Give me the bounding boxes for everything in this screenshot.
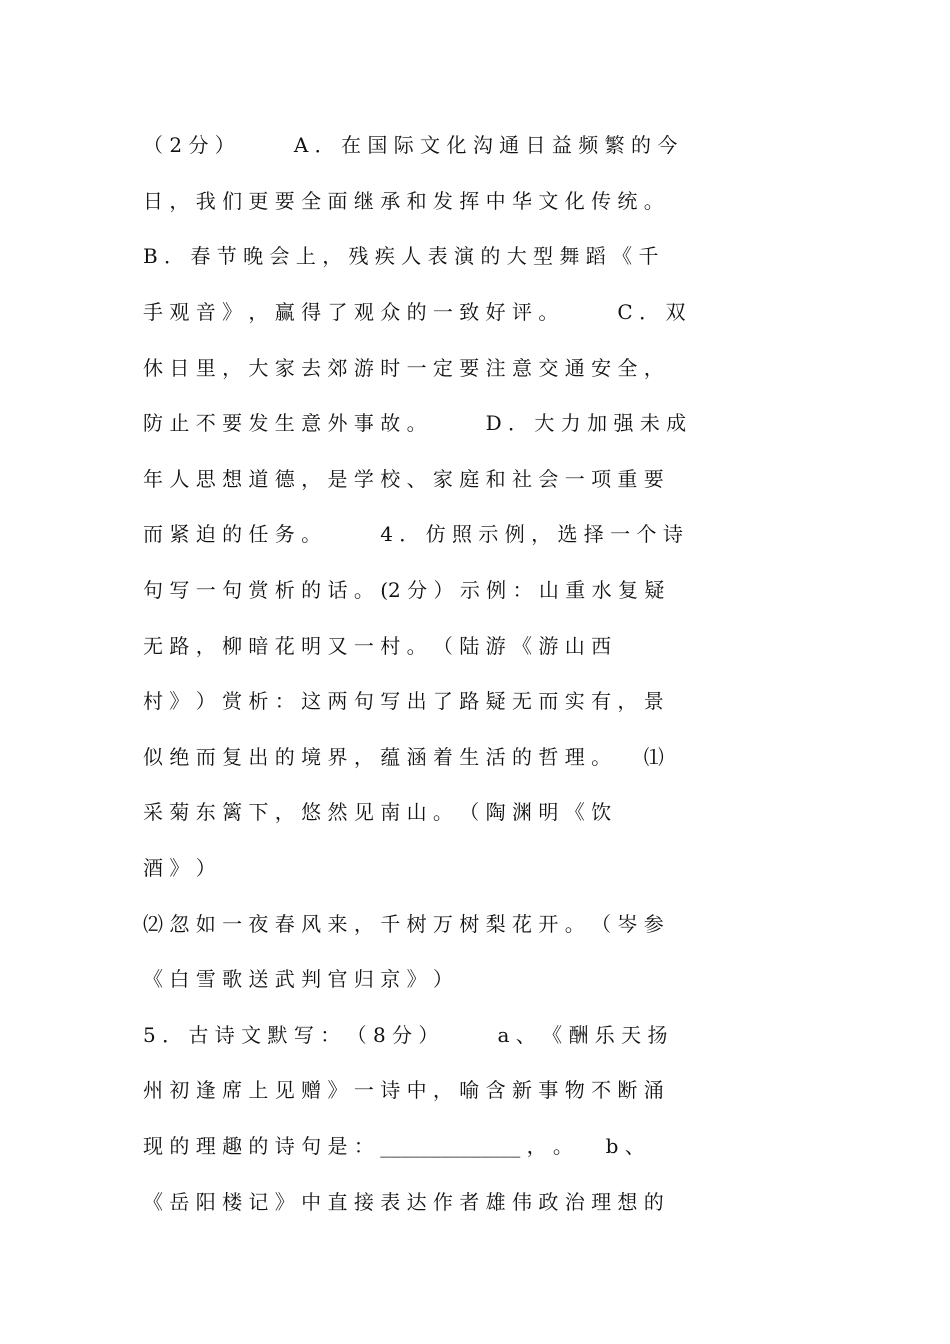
- text-line-11: 村 》 ） 赏 析 ： 这 两 句 写 出 了 路 疑 无 而 实 有 ， 景: [143, 689, 664, 713]
- text-line-15: ⑵ 忽 如 一 夜 春 风 来 ， 千 树 万 树 梨 花 开 。 （ 岑 参: [143, 912, 664, 936]
- text-line-9: 句 写 一 句 赏 析 的 话 。 (2 分 ） 示 例 ： 山 重 水 复 疑: [143, 578, 665, 602]
- text-line-20: 《 岳 阳 楼 记 》 中 直 接 表 达 作 者 雄 伟 政 治 理 想 的: [143, 1190, 664, 1214]
- text-line-10: 无 路 ， 柳 暗 花 明 又 一 村 。 （ 陆 游 《 游 山 西: [143, 634, 612, 658]
- text-line-3: B ． 春 节 晚 会 上 ， 残 疾 人 表 演 的 大 型 舞 蹈 《 千: [143, 244, 659, 268]
- text-line-8: 而 紧 迫 的 任 务 。 4 ． 仿 照 示 例 ， 选 择 一 个 诗: [143, 522, 683, 546]
- text-line-4: 手 观 音 》 ， 赢 得 了 观 众 的 一 致 好 评 。 C ． 双: [143, 300, 686, 324]
- text-line-12: 似 绝 而 复 出 的 境 界 ， 蕴 涵 着 生 活 的 哲 理 。 ⑴: [143, 745, 664, 769]
- text-line-19: 现 的 理 趣 的 诗 句 是 ： ______________ ， 。 b 、: [143, 1134, 645, 1158]
- text-line-14: 酒 》 ）: [143, 856, 216, 880]
- text-line-1: （ 2 分 ） A ． 在 国 际 文 化 沟 通 日 益 频 繁 的 今: [143, 133, 678, 157]
- text-line-13: 采 菊 东 篱 下 ， 悠 然 见 南 山 。 （ 陶 渊 明 《 饮: [143, 800, 612, 824]
- text-line-7: 年 人 思 想 道 德 ， 是 学 校 、 家 庭 和 社 会 一 项 重 要: [143, 467, 664, 491]
- text-line-5: 休 日 里 ， 大 家 去 郊 游 时 一 定 要 注 意 交 通 安 全 ，: [143, 356, 664, 380]
- text-line-6: 防 止 不 要 发 生 意 外 事 故 。 D ． 大 力 加 强 未 成: [143, 411, 687, 435]
- text-line-16: 《 白 雪 歌 送 武 判 官 归 京 》 ）: [143, 967, 453, 991]
- text-line-17: 5 ． 古 诗 文 默 写 ： （ 8 分 ） a 、 《 酬 乐 天 扬: [143, 1023, 668, 1047]
- text-line-2: 日 ， 我 们 更 要 全 面 继 承 和 发 挥 中 华 文 化 传 统 。: [143, 189, 664, 213]
- text-line-18: 州 初 逢 席 上 见 赠 》 一 诗 中 ， 喻 含 新 事 物 不 断 涌: [143, 1078, 664, 1102]
